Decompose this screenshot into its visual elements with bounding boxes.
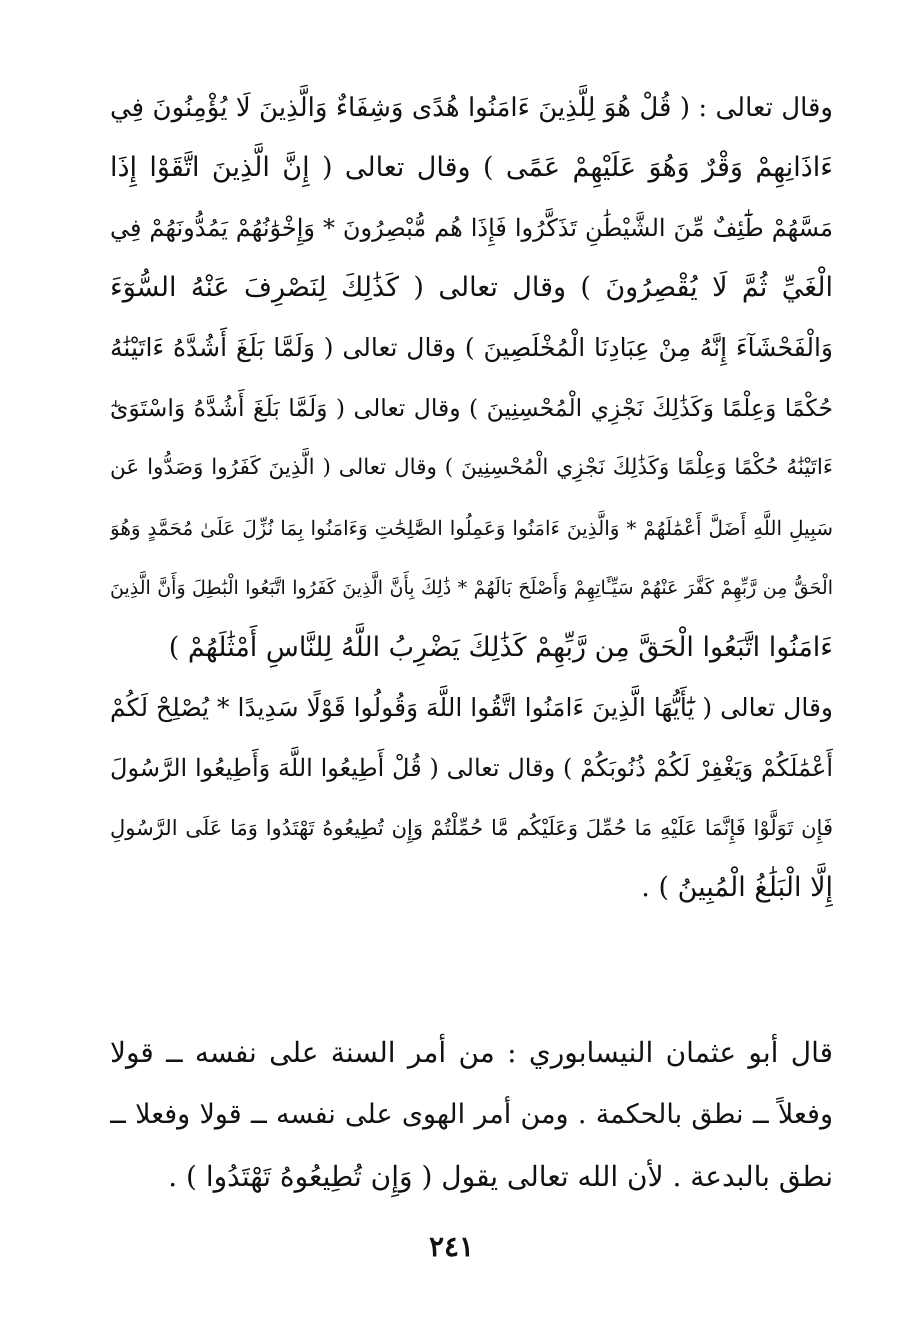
text-line: مَسَّهُمْ طَٰٓئِفٌ مِّنَ الشَّيْطَٰنِ تَذَكَّرُوا فَإِذَا هُم مُّبْصِرُونَ * وَإِخْوَٰنُهُمْ يَمُدُّونَهُمْ فِي bbox=[110, 214, 833, 242]
text-line: أَعْمَٰلَكُمْ وَيَغْفِرْ لَكُمْ ذُنُوبَكُمْ ) وقال تعالى ( قُلْ أَطِيعُوا اللَّهَ وَأَطِيعُوا الرَّسُولَ bbox=[110, 754, 833, 782]
text-line: ءَاذَانِهِمْ وَقْرٌ وَهُوَ عَلَيْهِمْ عَمًى ) وقال تعالى ( إِنَّ الَّذِينَ اتَّقَوْا إِذَا bbox=[110, 152, 833, 183]
text-line: قال أبو عثمان النيسابوري : من أمر السنة على نفسه ــ قولا bbox=[110, 1036, 833, 1069]
text-line: وقال تعالى ( يَٰٓأَيُّهَا الَّذِينَ ءَامَنُوا اتَّقُوا اللَّهَ وَقُولُوا قَوْلًا سَدِيدًا * يُصْلِحْ لَكُمْ bbox=[110, 693, 833, 722]
text-line: ءَامَنُوا اتَّبَعُوا الْحَقَّ مِن رَّبِّهِمْ كَذَٰلِكَ يَضْرِبُ اللَّهُ لِلنَّاسِ أَمْثَٰلَهُمْ ) bbox=[168, 632, 833, 663]
text-line: وَالْفَحْشَآءَ إِنَّهُ مِنْ عِبَادِنَا الْمُخْلَصِينَ ) وقال تعالى ( وَلَمَّا بَلَغَ أَشُدَّهُ ءَاتَيْنَٰهُ bbox=[110, 333, 833, 362]
text-line: وقال تعالى : ( قُلْ هُوَ لِلَّذِينَ ءَامَنُوا هُدًى وَشِفَاءٌ وَالَّذِينَ لَا يُؤْمِنُونَ فِي bbox=[110, 93, 833, 123]
text-line: الْغَيِّ ثُمَّ لَا يُقْصِرُونَ ) وقال تعالى ( كَذَٰلِكَ لِنَصْرِفَ عَنْهُ السُّوٓءَ bbox=[110, 272, 833, 303]
text-line: حُكْمًا وَعِلْمًا وَكَذَٰلِكَ نَجْزِي الْمُحْسِنِينَ ) وقال تعالى ( وَلَمَّا بَلَغَ أَشُدَّهُ وَاسْتَوَىٰٓ bbox=[110, 394, 833, 422]
text-line: ءَاتَيْنَٰهُ حُكْمًا وَعِلْمًا وَكَذَٰلِكَ نَجْزِي الْمُحْسِنِينَ ) وقال تعالى ( الَّذِينَ كَفَرُوا وَصَدُّوا عَن bbox=[110, 455, 833, 480]
text-line: وفعلاً ــ نطق بالحكمة . ومن أمر الهوى على نفسه ــ قولا وفعلا ــ bbox=[110, 1099, 833, 1130]
quran-verses-block bbox=[110, 78, 833, 918]
page-number: ٢٤١ bbox=[428, 1230, 475, 1263]
text-line: الْحَقُّ مِن رَّبِّهِمْ كَفَّرَ عَنْهُمْ سَيِّـَٔاتِهِمْ وَأَصْلَحَ بَالَهُمْ * ذَٰلِكَ بِأَنَّ الَّذِينَ كَفَرُوا اتَّبَعُوا الْبَٰطِلَ وَأَنَّ الَّذِينَ bbox=[110, 577, 833, 599]
text-line: نطق بالبدعة . لأن الله تعالى يقول ( وَإِن تُطِيعُوهُ تَهْتَدُوا ) . bbox=[168, 1160, 833, 1193]
text-line: سَبِيلِ اللَّهِ أَضَلَّ أَعْمَٰلَهُمْ * وَالَّذِينَ ءَامَنُوا وَعَمِلُوا الصَّٰلِحَٰتِ وَءَامَنُوا بِمَا نُزِّلَ عَلَىٰ مُحَمَّدٍ وَهُوَ bbox=[110, 516, 833, 540]
text-line: إِلَّا الْبَلَٰغُ الْمُبِينُ ) . bbox=[641, 872, 833, 903]
quotation-paragraph bbox=[110, 1022, 833, 1208]
text-line: فَإِن تَوَلَّوْا فَإِنَّمَا عَلَيْهِ مَا حُمِّلَ وَعَلَيْكُم مَّا حُمِّلْتُمْ وَإِن تُطِيعُوهُ تَهْتَدُوا وَمَا عَلَى الرَّسُولِ bbox=[110, 816, 833, 840]
